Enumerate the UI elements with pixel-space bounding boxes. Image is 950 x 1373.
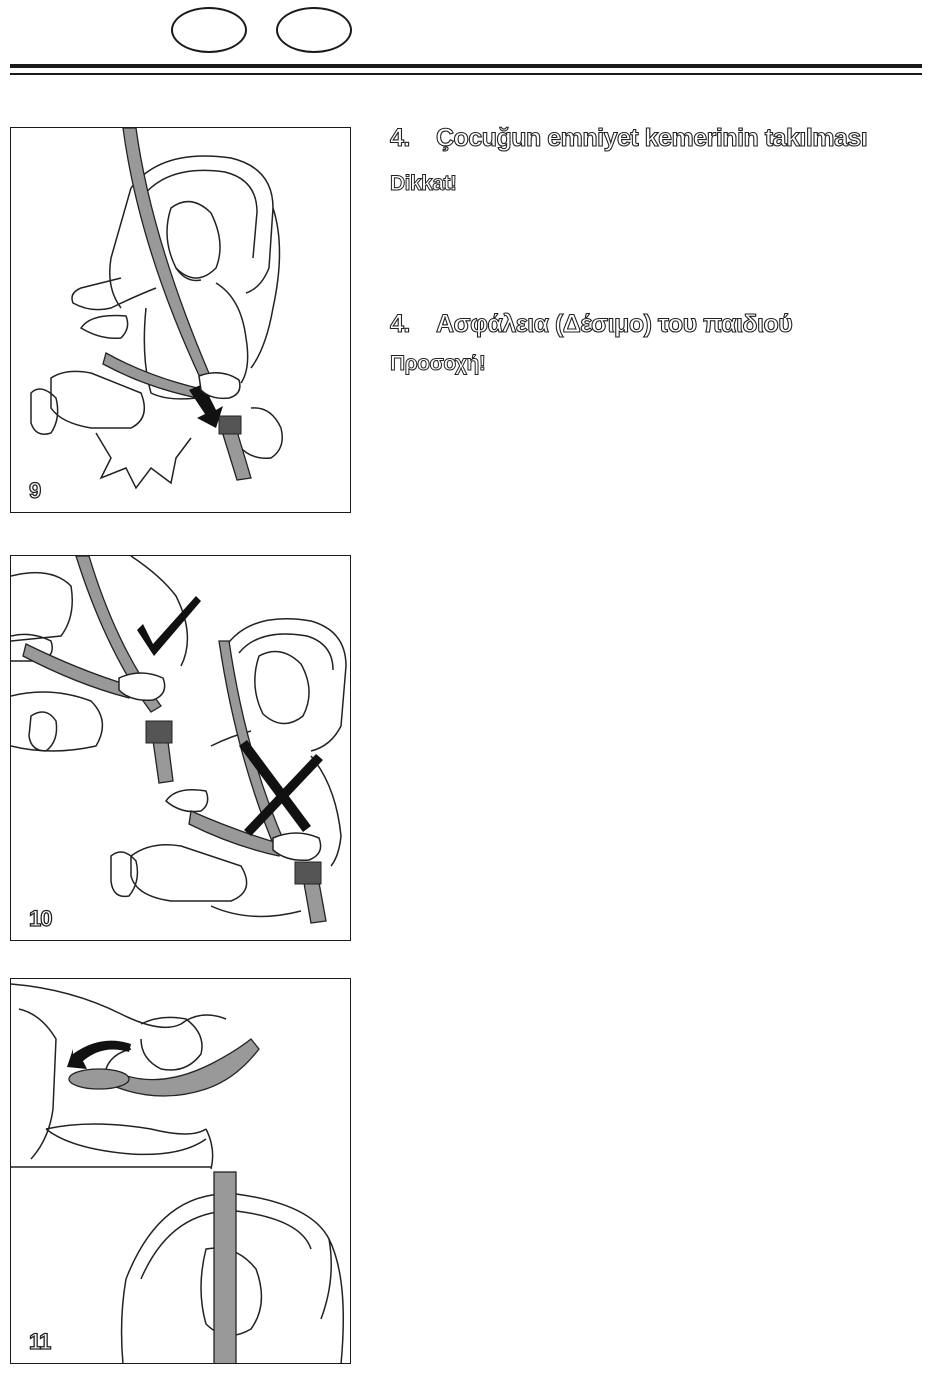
section-title: Ασφάλεια (Δέσιμο) του παιδιού [436, 310, 793, 338]
child-seat-belt-illustration [11, 128, 351, 513]
section-heading-greek [390, 310, 792, 339]
header-rule-thin [10, 73, 922, 75]
caution-label-greek: Προσοχή! [390, 352, 486, 375]
caution-label-turkish: Dikkat! [390, 172, 457, 195]
section-number: 4. [390, 124, 410, 152]
figure-number: 11 [29, 1329, 51, 1354]
belt-adjust-illustration [11, 979, 351, 1364]
section-title: Çocuğun emniyet kemerinin takılması [436, 124, 868, 152]
header-rule-thick [10, 64, 922, 68]
language-oval-right [276, 7, 352, 53]
figure-9-illustration [10, 127, 351, 513]
figure-number: 10 [29, 906, 52, 931]
section-number: 4. [390, 310, 410, 338]
language-oval-left [171, 7, 247, 53]
figure-number: 9 [29, 478, 41, 503]
correct-incorrect-belt-illustration [11, 556, 351, 941]
section-heading-turkish [390, 124, 867, 153]
figure-10-illustration [10, 555, 351, 941]
figure-11-illustration [10, 978, 351, 1364]
